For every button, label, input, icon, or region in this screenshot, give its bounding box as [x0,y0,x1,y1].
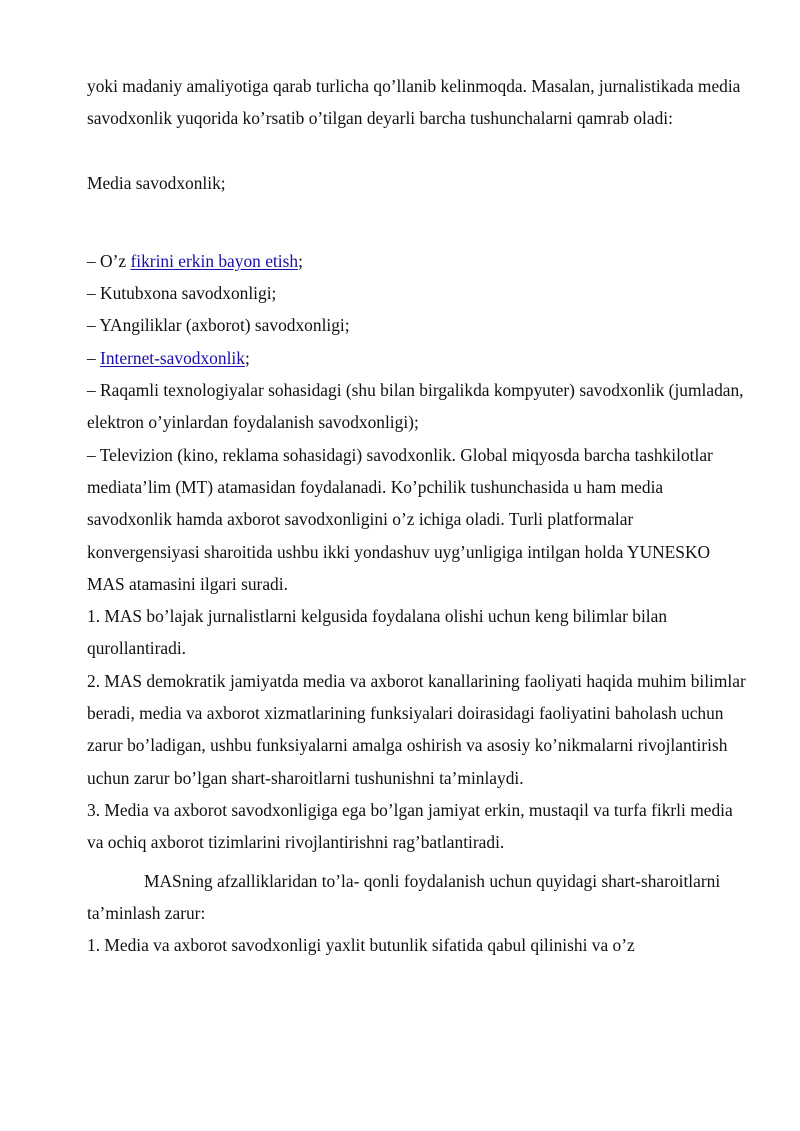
bullet-list [87,245,747,600]
list-item: – Televizion (kino, reklama sohasidagi) savodxonlik. Global miqyosda barcha tashkilotlar mediata’lim (MT) atamasidan foydalanadi. Ko’pchilik tushunchasida u ham media savodxonlik hamda axborot savodxonligini o’z ichiga oladi. Turli platformalar konvergensiyasi sharoitida ushbu ikki yondashuv uyg’unligiga intilgan holda YUNESKO MAS atamasini ilgari suradi. [87,444,713,594]
numbered-item: 3. Media va axborot savodxonligiga ega bo’lgan jamiyat erkin, mustaqil va turfa fikrli media va ochiq axborot tizimlarini rivojlantirishni rag’batlantiradi. [87,799,733,853]
list-item: – YAngiliklar (axborot) savodxonligi; [87,315,350,336]
masning-paragraph: MASning afzalliklaridan to’la- qonli foydalanish uchun quyidagi shart-sharoitlarni ta’minlash zarur: [87,870,721,923]
list-item: – O’z fikrini erkin bayon etish; [87,250,303,271]
section-heading: Media savodxonlik; [87,172,226,193]
list-item: – Kutubxona savodxonligi; [87,283,277,304]
spacer [87,135,747,167]
link-internet-savodxonlik[interactable]: Internet-savodxonlik [100,347,245,368]
document-page [87,70,747,961]
numbered-item: 1. MAS bo’lajak jurnalistlarni kelgusida foydalana olishi uchun keng bilimlar bilan qurollantiradi. [87,606,668,659]
link-fikrini-erkin-bayon-etish[interactable]: fikrini erkin bayon etish [130,250,299,271]
list-item: – Raqamli texnologiyalar sohasidagi (shu bilan birgalikda kompyuter) savodxonlik (jumladan, elektron o’yinlardan foydalanish savodxonligi); [87,380,744,433]
list-item: – Internet-savodxonlik; [87,347,250,368]
intro-paragraph: yoki madaniy amaliyotiga qarab turlicha qo’llanib kelinmoqda. Masalan, jurnalistikada media savodxonlik yuqorida ko’rsatib o’tilgan deyarli barcha tushunchalarni qamrab oladi: [87,76,741,129]
numbered-list [87,600,747,858]
spacer [87,199,747,245]
final-numbered-item: 1. Media va axborot savodxonligi yaxlit butunlik sifatida qabul qilinishi va o’z [87,935,635,956]
numbered-item: 2. MAS demokratik jamiyatda media va axborot kanallarining faoliyati haqida muhim bilimlar beradi, media va axborot xizmatlarining funksiyalari doirasidagi faoliyatini baholash uchun zarur bo’ladigan, ushbu funksiyalarni amalga oshirish va asosiy ko’nikmalarni rivojlantirish uchun zarur bo’lgan shart-sharoitlarni tushunishni ta’minlaydi. [87,670,746,788]
